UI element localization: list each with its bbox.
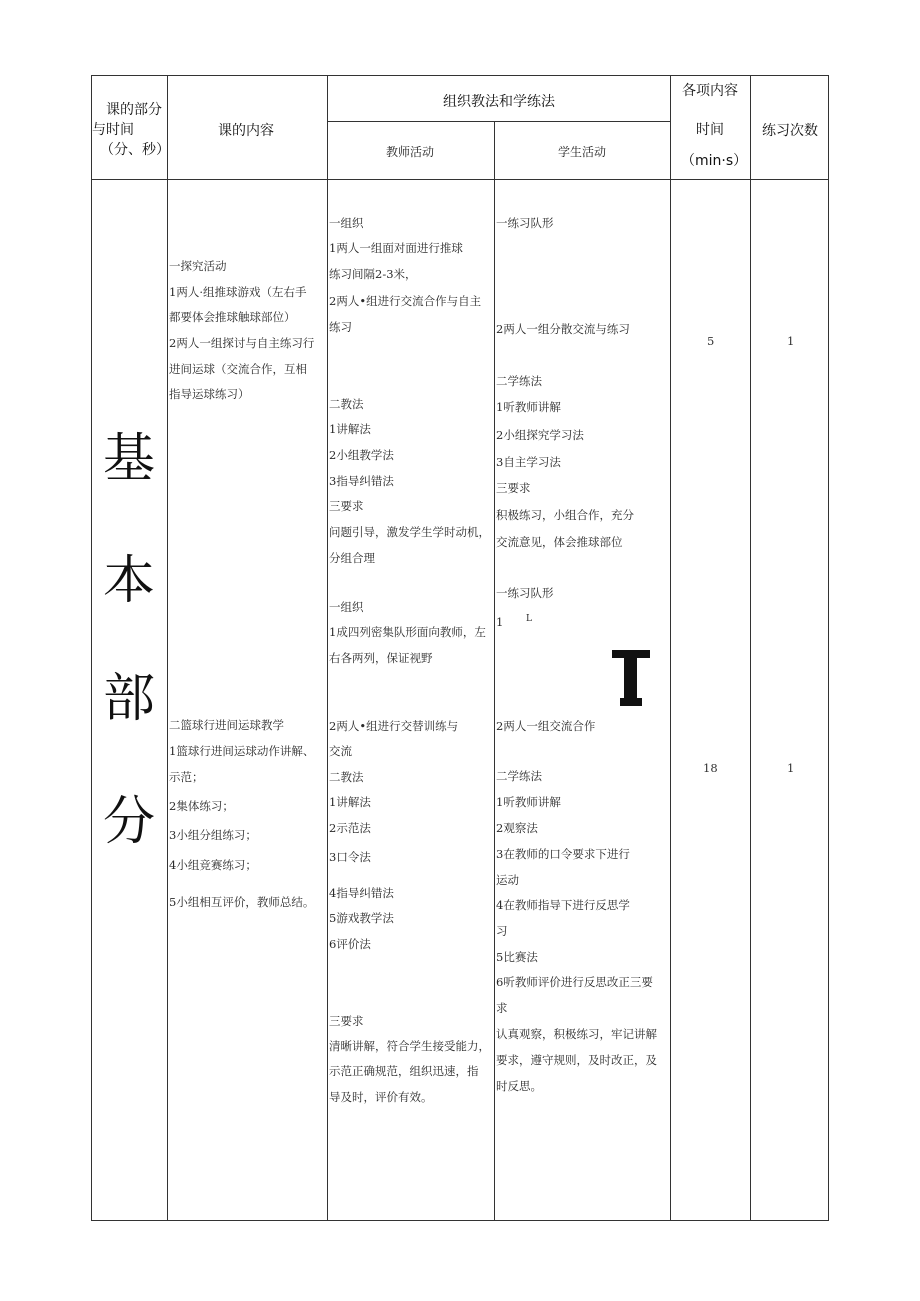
- section-char: 基: [103, 429, 156, 489]
- student-line: 求: [496, 1001, 508, 1015]
- content-line: 1两人·组推球游戏（左右手: [169, 285, 307, 299]
- header-time-3: （min·s）: [681, 153, 748, 169]
- col-divider: [494, 121, 495, 1221]
- teacher-line: 三要求: [329, 499, 364, 513]
- content-line: 1篮球行进间运球动作讲解、: [169, 744, 315, 758]
- header-time-1: 各项内容: [682, 83, 738, 99]
- teacher-line: 交流: [329, 744, 352, 758]
- student-line: 三要求: [496, 481, 531, 495]
- formation-stem: [624, 650, 637, 706]
- col-divider: [670, 75, 671, 1221]
- student-line: 1: [496, 615, 504, 629]
- teacher-line: 一组织: [329, 600, 364, 614]
- teacher-line: 6评价法: [329, 937, 371, 951]
- content-line: 2集体练习；: [169, 799, 234, 813]
- teacher-line: 三要求: [329, 1014, 364, 1028]
- student-line: 一练习队形: [496, 586, 554, 600]
- col-divider: [327, 75, 328, 1221]
- student-line: 一练习队形: [496, 216, 554, 230]
- student-line: 积极练习，小组合作，充分: [496, 508, 634, 522]
- teacher-line: 一组织: [329, 216, 364, 230]
- teacher-line: 1成四列密集队形面向教师，左: [329, 625, 486, 639]
- teacher-line: 1讲解法: [329, 422, 371, 436]
- header-org-methods: 组织教法和学练法: [443, 94, 555, 110]
- teacher-line: 右各两列，保证视野: [329, 651, 433, 665]
- content-line: 4小组竞赛练习；: [169, 858, 257, 872]
- header-bottom-line: [91, 179, 829, 180]
- teacher-line: 清晰讲解，符合学生接受能力，: [329, 1039, 490, 1053]
- student-line: 2两人一组交流合作: [496, 719, 596, 733]
- content-line: 指导运球练习）: [169, 387, 250, 401]
- student-line: 4在教师指导下进行反思学: [496, 898, 630, 912]
- student-line: L: [526, 614, 532, 624]
- section-char: 部: [103, 669, 156, 729]
- content-line: 3小组分组练习；: [169, 828, 257, 842]
- student-line: 2小组探究学习法: [496, 428, 584, 442]
- header-section-time-1: 课的部分: [106, 102, 162, 118]
- content-line: 示范；: [169, 770, 204, 784]
- col-divider: [750, 75, 751, 1221]
- time-value: 5: [707, 334, 715, 348]
- header-content: 课的内容: [218, 123, 274, 139]
- section-char: 分: [103, 792, 156, 852]
- formation-bottom-bar: [620, 698, 642, 706]
- section-char: 本: [103, 551, 156, 611]
- teacher-line: 练习间隔2-3米，: [329, 267, 417, 281]
- header-time-2: 时间: [696, 122, 724, 138]
- student-line: 要求，遵守规则，及时改正，及: [496, 1053, 657, 1067]
- header-student: 学生活动: [558, 145, 607, 159]
- teacher-line: 问题引导，激发学生学时动机，: [329, 525, 490, 539]
- student-line: 3自主学习法: [496, 455, 561, 469]
- student-line: 2观察法: [496, 821, 538, 835]
- student-line: 5比赛法: [496, 950, 538, 964]
- teacher-line: 2两人•组进行交替训练与: [329, 719, 459, 733]
- teacher-line: 二教法: [329, 397, 364, 411]
- header-section-time-3: （分、秒）: [100, 142, 170, 158]
- content-line: 2两人一组探讨与自主练习行: [169, 336, 315, 350]
- student-line: 运动: [496, 873, 519, 887]
- teacher-line: 练习: [329, 320, 352, 334]
- content-line: 5小组相互评价，教师总结。: [169, 895, 315, 909]
- student-line: 时反思。: [496, 1079, 542, 1093]
- row-divider: [327, 121, 670, 122]
- teacher-line: 4指导纠错法: [329, 886, 394, 900]
- teacher-line: 示范正确规范，组织迅速，指: [329, 1064, 479, 1078]
- teacher-line: 1两人一组面对面进行推球: [329, 241, 463, 255]
- student-line: 习: [496, 924, 508, 938]
- student-line: 二学练法: [496, 374, 542, 388]
- teacher-line: 2小组教学法: [329, 448, 394, 462]
- teacher-line: 分组合理: [329, 551, 375, 565]
- student-line: 认真观察，积极练习，牢记讲解: [496, 1027, 657, 1041]
- student-line: 2两人一组分散交流与练习: [496, 322, 630, 336]
- time-value: 18: [703, 761, 718, 775]
- teacher-line: 3指导纠错法: [329, 474, 394, 488]
- header-reps: 练习次数: [762, 123, 818, 139]
- col-divider: [167, 75, 168, 1221]
- student-line: 1听教师讲解: [496, 400, 561, 414]
- teacher-line: 二教法: [329, 770, 364, 784]
- formation-diagram: [612, 650, 652, 706]
- teacher-line: 2两人•组进行交流合作与自主: [329, 294, 482, 308]
- content-line: 一探究活动: [169, 259, 227, 273]
- teacher-line: 2示范法: [329, 821, 371, 835]
- teacher-line: 1讲解法: [329, 795, 371, 809]
- student-line: 3在教师的口令要求下进行: [496, 847, 630, 861]
- header-section-time-2: 与时间: [92, 122, 134, 138]
- student-line: 交流意见，体会推球部位: [496, 535, 623, 549]
- content-line: 二篮球行进间运球教学: [169, 718, 284, 732]
- header-teacher: 教师活动: [386, 145, 435, 159]
- student-line: 1听教师讲解: [496, 795, 561, 809]
- teacher-line: 导及时，评价有效。: [329, 1090, 433, 1104]
- content-line: 都要体会推球触球部位）: [169, 310, 296, 324]
- teacher-line: 3口令法: [329, 850, 371, 864]
- reps-value: 1: [787, 334, 795, 348]
- content-line: 进间运球（交流合作，互相: [169, 362, 307, 376]
- teacher-line: 5游戏教学法: [329, 911, 394, 925]
- student-line: 6听教师评价进行反思改正三要: [496, 975, 653, 989]
- reps-value: 1: [787, 761, 795, 775]
- student-line: 二学练法: [496, 769, 542, 783]
